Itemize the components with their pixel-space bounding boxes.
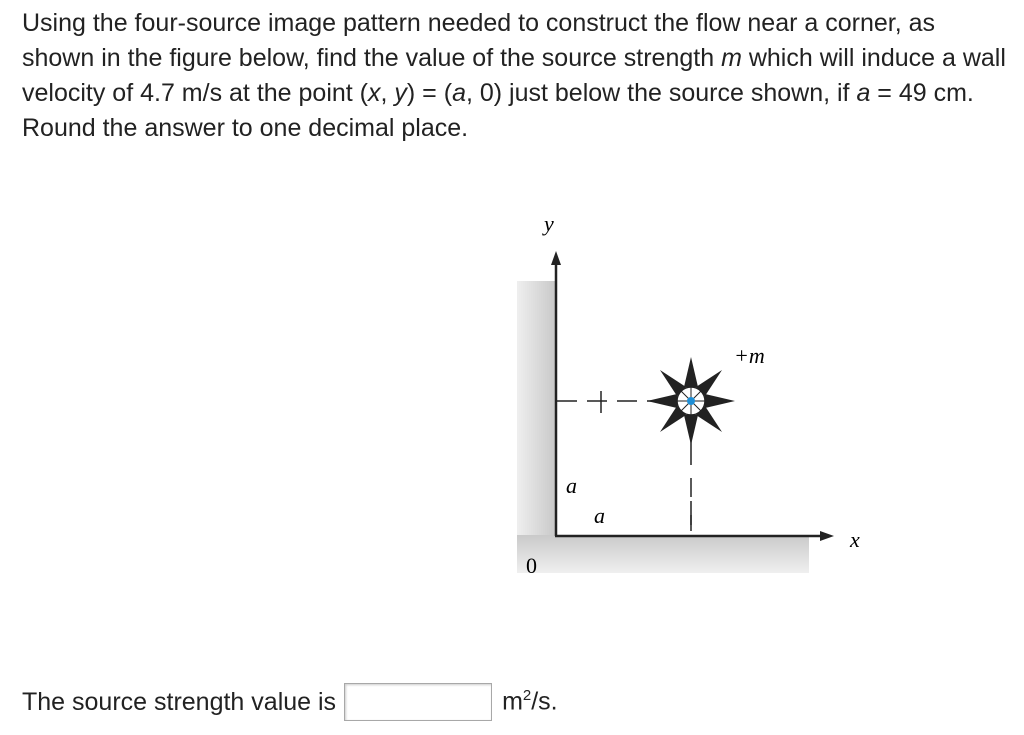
y-axis-arrow (551, 251, 561, 265)
horizontal-wall (517, 535, 809, 573)
dimension-label-vertical: a (566, 473, 577, 498)
source-label: +m (734, 343, 765, 368)
source-icon (647, 357, 735, 445)
answer-label: The source strength value is (22, 687, 337, 716)
x-axis-label: x (850, 527, 860, 552)
var-m: m (721, 44, 742, 72)
x-axis-arrow (820, 531, 834, 541)
question-text: Using the four-source image pattern needed to construct the flow near a corner, as shown in the figure below, find the value of the source strength m which will induce a wall velocity of 4.7 m/s at the point (x, y) = (a, 0) just below the source shown, if a = 49 cm. Round the answer to one decimal place. (22, 9, 1006, 142)
answer-row (22, 680, 558, 724)
answer-unit: $m^2/s$. (502, 687, 558, 716)
origin-label: 0 (526, 553, 537, 578)
corner-flow-figure (500, 205, 880, 585)
vertical-wall (517, 281, 555, 535)
y-axis-label: y (544, 211, 554, 236)
dimension-label-horizontal: a (594, 503, 605, 528)
source-center-dot (687, 397, 695, 405)
answer-input[interactable] (344, 683, 492, 721)
